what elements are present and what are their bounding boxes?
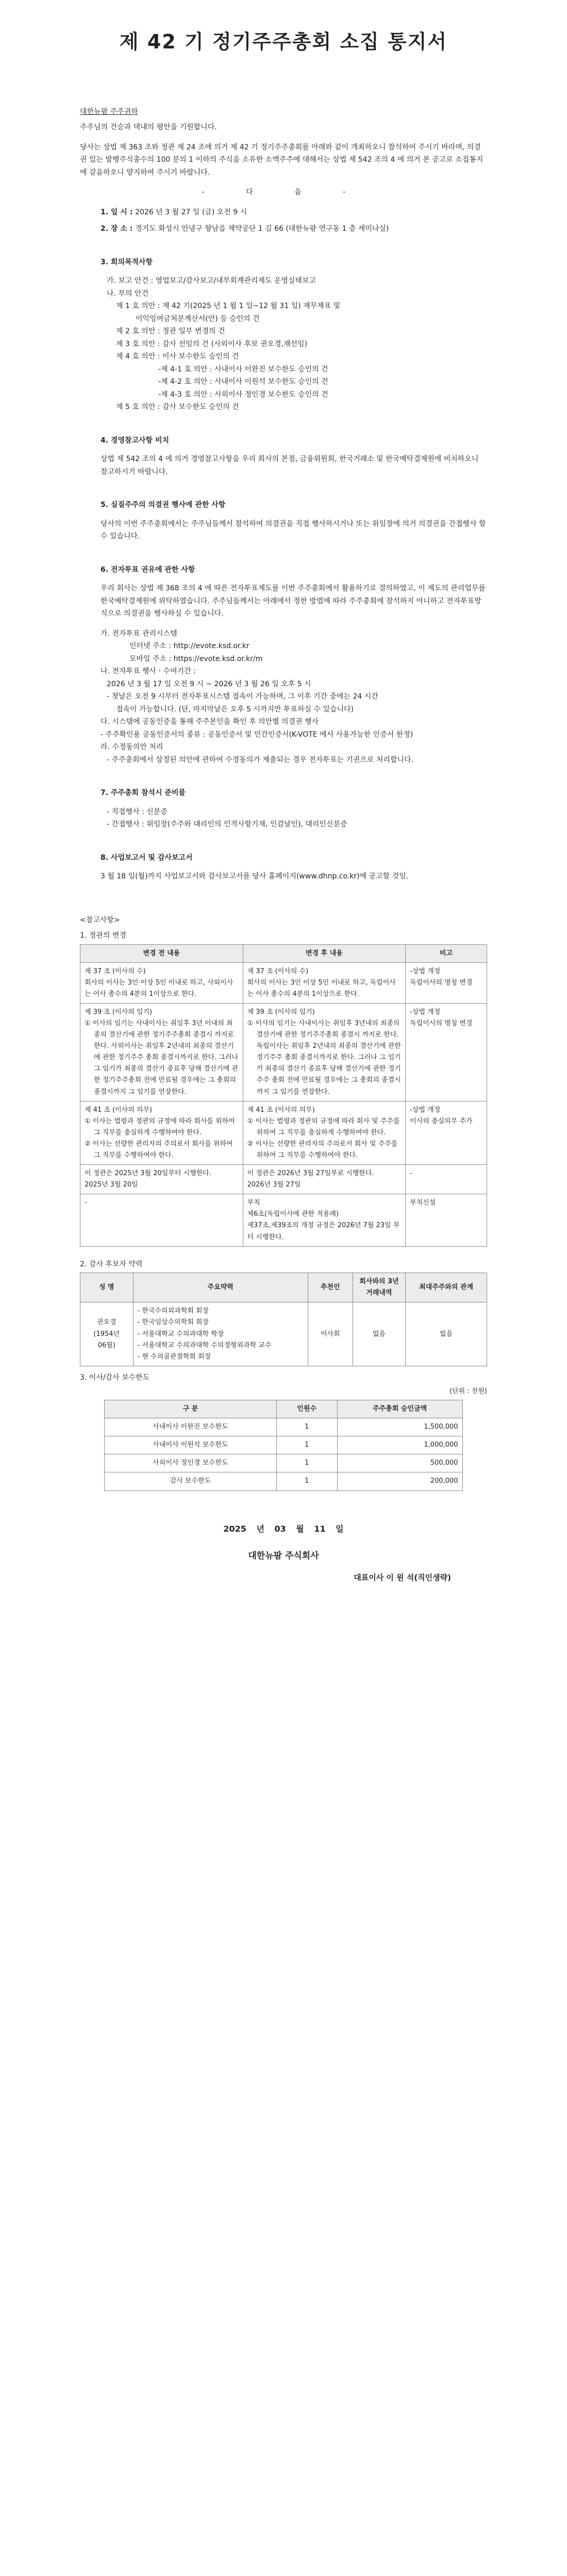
- comp-label: 사내이사 이완진 보수한도: [105, 1418, 276, 1436]
- comp-count: 1: [276, 1436, 337, 1454]
- before-cell: [80, 1165, 243, 1194]
- cell-line: 제 37 조 (이사의 수): [247, 967, 309, 975]
- section-8-body: 3 월 18 일(월)까지 사업보고서와 감사보고서를 당사 홈페이지(www.dhnp.co.kr)에 공고할 것임.: [101, 872, 409, 880]
- agenda-line: -제 4-3 호 의안 : 사외이사 정인경 보수한도 승인의 건: [158, 390, 328, 399]
- column-header: 비고: [406, 944, 487, 962]
- column-header: 추천인: [308, 1273, 353, 1302]
- meeting-info: [80, 206, 487, 235]
- note-cell: -: [406, 1165, 487, 1194]
- table-row: [80, 1165, 487, 1194]
- column-header: 주요약력: [133, 1273, 308, 1302]
- after-cell: [243, 1194, 406, 1246]
- cell-line: ① 이사의 임기는 사내이사는 취임후 3년내의 최종의 결산기에 관한 정기주주총회 종결시 까지로 한다. 독립이사는 취임후 2년내의 최종의 결산기에 관한 정기주주 총회 종결시까지로 한다. 그러나 그 임기가 최종의 결산기 종료후 당해 결산기에 관한 정기주주 총회 전에 만료될 경우에는 그 총회의 종결시까지 그 임기를 연장한다.: [247, 1019, 401, 1096]
- section-5-heading: 5. 실질주주의 의결권 행사에 관한 사항: [101, 501, 226, 509]
- recipient: 대한뉴팜 주주귀하: [80, 107, 138, 116]
- comp-count: 1: [276, 1418, 337, 1436]
- note-cell: -상법 개정 이사의 충실의무 추가: [406, 1101, 487, 1164]
- candidate-transaction: 없음: [353, 1302, 406, 1366]
- meeting-info-label: 1. 일 시 :: [101, 208, 136, 216]
- comp-count: 1: [276, 1472, 337, 1490]
- comp-amount: 200,000: [337, 1472, 462, 1490]
- comp-amount: 1,500,000: [337, 1418, 462, 1436]
- agenda-line: -제 4-2 호 의안 : 사내이사 이원석 보수한도 승인의 건: [158, 378, 328, 386]
- candidate-relation: 없음: [406, 1302, 487, 1366]
- section-6-list: [101, 628, 487, 767]
- meeting-info-label: 2. 장 소 :: [101, 225, 136, 233]
- comp-amount: 500,000: [337, 1454, 462, 1472]
- cell-line: 제37조,제39조의 개정 규정은 2026년 7월 23일 부터 시행한다.: [247, 1222, 400, 1241]
- section-4-heading: 4. 경영참고사항 비치: [101, 436, 169, 445]
- table-3-caption: 3. 이사/감사 보수한도: [80, 1373, 150, 1382]
- cell-line: 제6조(독립이사에 관한 적용례): [247, 1210, 339, 1218]
- cell-line: 제 39 조 (이사의 임기): [247, 1008, 315, 1016]
- cell-line: 제 39 조 (이사의 임기): [85, 1008, 153, 1016]
- section-6-body: 우리 회사는 상법 제 368 조의 4 에 따른 전자투표제도를 이번 주주총회에서 활용하기로 결의하였고, 이 제도의 관리업무를 한국예탁결제원에 위탁하였습니다. 주주님들께서는 아래에서 정한 방법에 따라 주주총회에 참석하지 아니하고 전자투표방식으로 의결권을 행사하실 수 있습니다.: [101, 584, 486, 618]
- intro-paragraph: 당사는 상법 제 363 조와 정관 제 24 조에 의거 제 42 기 정기주주총회를 아래와 같이 개최하오니 참석하여 주시기 바라며, 의결권 있는 발행주식총수의 100 분의 1 이하의 주식을 소유한 소액주주에 대해서는 상법 제 542 조의 4 에 의거 본 공고로 소집통지에 갈음하오니 양지하여 주시기 바랍니다.: [80, 143, 483, 177]
- after-cell: [243, 1003, 406, 1101]
- agenda-line: -제 4-1 호 의안 : 사내이사 이완진 보수한도 승인의 건: [158, 365, 328, 374]
- evote-line: 라. 수정동의안 처리: [101, 743, 163, 751]
- materials-line: - 간접행사 : 위임장(주주와 대리인의 인적사항기재, 인감날인), 대리인신분증: [107, 820, 347, 828]
- table-row: [80, 1194, 487, 1246]
- agenda-line: 가. 보고 안건 : 영업보고/감사보고/내부회계관리제도 운영실태보고: [107, 277, 316, 285]
- note-cell: -상법 개정 독립이사의 명칭 변경: [406, 962, 487, 1003]
- auditor-candidate-table: [80, 1273, 487, 1366]
- career-line: - 한국임상수의학회 회장: [137, 1318, 209, 1327]
- table-row: [105, 1454, 462, 1472]
- candidate-career: [133, 1302, 308, 1366]
- comp-label: 감사 보수한도: [105, 1472, 276, 1490]
- column-header: 인원수: [276, 1400, 337, 1418]
- meeting-info-value: 경기도 화성시 안녕구 향남읍 제약공단 1 길 66 (대한뉴팜 연구동 1 층 세미나실): [135, 225, 389, 233]
- after-cell: [243, 1101, 406, 1164]
- column-header: 변경 후 내용: [243, 944, 406, 962]
- comp-label: 사내이사 이원석 보수한도: [105, 1436, 276, 1454]
- cell-line: ① 이사는 법령과 정관의 규정에 따라 회사 및 주주를 위하여 그 직무를 충실하게 수행하여야 한다.: [247, 1117, 400, 1137]
- candidate-name: [80, 1302, 134, 1366]
- table-2-caption: 2. 감사 후보자 약력: [80, 1260, 143, 1268]
- cell-line: ② 이사는 선량한 관리자의 주의로서 회사 및 주주를 위하여 그 직무를 수행하여야 한다.: [247, 1140, 398, 1159]
- cell-line: 2025년 3월 20일: [85, 1181, 138, 1189]
- career-line: - 한국수의외과학회 회장: [137, 1307, 209, 1315]
- career-line: - 서울대학교 수의과대학 수의정형외과학 교수: [137, 1341, 272, 1349]
- cell-line: 제 41 조 (이사의 의무): [85, 1106, 153, 1114]
- cell-line: 회사의 이사는 3인 이상 5인 이내로 하고, 사외이사는 이사 총수의 4분의 1이상으로 한다.: [85, 978, 234, 998]
- cell-line: 제 37 조 (이사의 수): [85, 967, 146, 975]
- reference-heading: <참고사항>: [80, 916, 120, 924]
- cell-line: 제 41 조 (이사의 의무): [247, 1106, 315, 1114]
- section-4-body: 상법 제 542 조의 4 에 의거 경영참고사항을 우리 회사의 본점, 금융위원회, 한국거래소 및 한국예탁결제원에 비치하오니 참고하시기 바랍니다.: [101, 455, 479, 476]
- note-cell: -상법 개정 독립이사의 명칭 변경: [406, 1003, 487, 1101]
- name-line: 권오경: [96, 1318, 116, 1327]
- table-row: [105, 1472, 462, 1490]
- compensation-table: [104, 1400, 462, 1490]
- notice-date: 2025 년 03 월 11 일: [223, 1523, 344, 1534]
- articles-change-table: [80, 944, 487, 1247]
- evote-line: 다. 시스템에 공동인증을 통해 주주본인을 확인 후 의안별 의결권 행사: [101, 718, 319, 726]
- unit-label: (단위 : 천원): [449, 1387, 487, 1396]
- after-cell: [243, 962, 406, 1003]
- cell-line: 2026년 3월 27일: [247, 1181, 301, 1189]
- column-header: 회사와의 3년 거래내역: [353, 1273, 406, 1302]
- cell-line: ① 이사는 법령과 정관의 규정에 따라 회사를 위하여 그 직무를 충실하게 수행하여야 한다.: [85, 1117, 235, 1137]
- table-header-row: [80, 944, 487, 962]
- note-cell: 부칙신설: [406, 1194, 487, 1246]
- meeting-info-item: [101, 206, 487, 219]
- cell-line: 이 정관은 2025년 3월 20일부터 시행한다.: [85, 1170, 211, 1178]
- evote-line: 나. 전자투표 행사ㆍ수여기간 :: [101, 667, 196, 675]
- evote-line: 인터넷 주소 : http://evote.ksd.or.kr: [129, 642, 249, 650]
- cell-line: ② 이사는 선량한 관리자의 주의로서 회사를 위하여 그 직무를 수행하여야 한다.: [85, 1140, 233, 1159]
- daum-separator: - 다 음 -: [202, 188, 365, 196]
- section-5-body: 당사의 이번 주주총회에서는 주주님들께서 참석하여 의결권을 직접 행사하시거나 또는 위임장에 의거 의결권을 간접행사 할 수 있습니다.: [101, 519, 486, 540]
- cell-line: 부칙: [247, 1199, 260, 1207]
- table-1-caption: 1. 정관의 변경: [80, 931, 126, 940]
- candidate-recommender: 이사회: [308, 1302, 353, 1366]
- evote-line: 접속이 가능합니다. (단, 마지막날은 오후 5 시까지만 투표하실 수 있습니다): [116, 705, 354, 714]
- evote-line: - 주주확인용 공동인증서의 종류 : 공동인증서 및 민간인증서(K-VOTE 에서 사용가능한 인증서 한정): [101, 730, 413, 739]
- table-row: [105, 1436, 462, 1454]
- table-header-row: [80, 1273, 487, 1302]
- table-row: [80, 1101, 487, 1164]
- agenda-line: 제 2 호 의안 : 정관 일부 변경의 건: [116, 327, 225, 335]
- cell-line: 회사의 이사는 3인 이상 5인 이내로 하고, 독립이사는 이사 총수의 4분의 1이상으로 한다.: [247, 978, 396, 998]
- company-name: 대한뉴팜 주식회사: [248, 1550, 319, 1561]
- table-row: [80, 962, 487, 1003]
- career-line: - 서울대학교 수의과대학 학장: [137, 1330, 224, 1338]
- before-cell: [80, 1003, 243, 1101]
- ceo-signature: 대표이사 이 원 석(직인생략): [354, 1573, 451, 1583]
- section-8-heading: 8. 사업보고서 및 감사보고서: [101, 853, 193, 862]
- page-title: 제 42 기 정기주주총회 소집 통지서: [119, 30, 448, 53]
- evote-line: 모바일 주소 : https://evote.ksd.or.kr/m: [129, 654, 263, 663]
- meeting-info-item: [101, 223, 487, 235]
- comp-label: 사외이사 정인경 보수한도: [105, 1454, 276, 1472]
- table-header-row: [105, 1400, 462, 1418]
- section-7-heading: 7. 주주총회 참석시 준비물: [101, 789, 186, 797]
- table-row: [80, 1302, 487, 1366]
- agenda-line: 제 3 호 의안 : 감사 선임의 건 (사외이사 후보 권오경,재선임): [116, 340, 308, 348]
- section-6-heading: 6. 전자투표 권유에 관한 사항: [101, 565, 195, 574]
- column-header: 구 분: [105, 1400, 276, 1418]
- comp-count: 1: [276, 1454, 337, 1472]
- evote-line: 가. 전자투표 관리시스템: [101, 629, 177, 638]
- agenda-line: 제 5 호 의안 : 감사 보수한도 승인의 건: [116, 403, 239, 411]
- column-header: 성 명: [80, 1273, 134, 1302]
- table-row: [80, 1003, 487, 1101]
- before-cell: [80, 1101, 243, 1164]
- before-cell: [80, 962, 243, 1003]
- name-line: 06월): [97, 1341, 115, 1349]
- section-7-list: [101, 806, 487, 831]
- section-3-heading: 3. 회의목적사항: [101, 258, 153, 266]
- section-3-body: [101, 275, 487, 414]
- after-cell: [243, 1165, 406, 1194]
- agenda-line: 이익잉여금처분계산서(안) 등 승인의 건: [136, 314, 260, 323]
- name-line: (1954년: [93, 1330, 120, 1338]
- cell-line: ① 이사의 임기는 사내이사는 취임후 3년 이내의 최종의 결산기에 관한 정기주주총회 종결시 까지로 한다. 사외이사는 취임후 2년내의 최종의 결산기에 관한 정기주주 총회 종결시까지로 한다. 그러나 그 임기가 최종의 결산기 종료후 당해 결산기에 관한 정기주주총회 전에 만료될 경우에는 그 총회의 종결시까지 그 임기를 연장한다.: [85, 1019, 239, 1096]
- meeting-info-value: 2026 년 3 월 27 일 (금) 오전 9 시: [135, 208, 247, 216]
- materials-line: - 직접행사 : 신분증: [107, 807, 168, 816]
- before-cell: [80, 1194, 243, 1246]
- agenda-line: 제 1 호 의안 : 제 42 기(2025 년 1 월 1 일~12 월 31 일) 재무제표 및: [116, 302, 341, 310]
- evote-line: - 첫날은 오전 9 시부터 전자투표시스템 접속이 가능하며, 그 이후 기간 중에는 24 시간: [107, 692, 378, 701]
- evote-line: 2026 년 3 월 17 일 오전 9 시 ~ 2026 년 3 월 26 일 오후 5 시: [107, 680, 311, 688]
- agenda-line: 나. 부의 안건: [107, 289, 148, 298]
- table-row: [105, 1418, 462, 1436]
- agenda-line: 제 4 호 의안 : 이사 보수한도 승인의 건: [116, 352, 239, 361]
- column-header: 최대주주와의 관계: [406, 1273, 487, 1302]
- evote-line: - 주주총회에서 상정된 의안에 관하여 수정동의가 제출되는 경우 전자투표는 기권으로 처리합니다.: [107, 755, 413, 764]
- comp-amount: 1,000,000: [337, 1436, 462, 1454]
- cell-line: -: [85, 1199, 87, 1207]
- career-line: - 현 수의골관절학회 회장: [137, 1352, 211, 1361]
- cell-line: 이 정관은 2026년 3월 27일부로 시행한다.: [247, 1170, 374, 1178]
- greeting: 주주님의 건승과 댁내의 평안을 기원합니다.: [80, 123, 217, 131]
- column-header: 변경 전 내용: [80, 944, 243, 962]
- column-header: 주주총회 승인금액: [337, 1400, 462, 1418]
